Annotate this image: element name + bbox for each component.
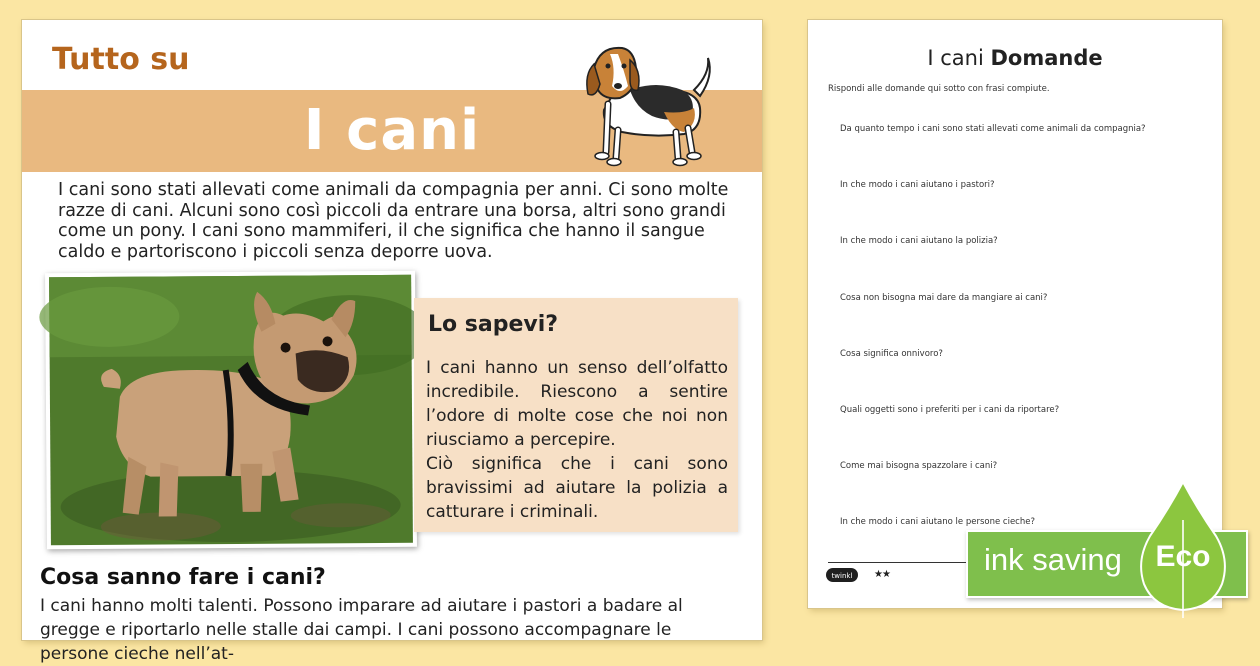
fact-paragraph-1: I cani hanno un senso dell’olfatto incredibile. Riescono a sentire l’odore di molte cose che noi non riusciamo a percepire.: [426, 358, 728, 450]
ink-saving-label: ink saving: [984, 542, 1122, 577]
sheet-title: I cani: [303, 98, 481, 163]
section-paragraph: I cani hanno molti talenti. Possono imparare ad aiutare i pastori a badare al gregge e riportarlo nelle stalle dai campi. I cani possono accompagnare le persone cieche nell’at-: [40, 596, 683, 664]
question-1: Da quanto tempo i cani sono stati allevati come animali da compagnia?: [840, 124, 1146, 134]
questions-title-plain: I cani: [927, 46, 984, 70]
question-5: Cosa significa onnivoro?: [840, 349, 943, 359]
question-6: Quali oggetti sono i preferiti per i cani da riportare?: [840, 405, 1060, 415]
question-2: In che modo i cani aiutano i pastori?: [840, 180, 995, 190]
questions-title-bold: Domande: [990, 46, 1103, 70]
question-4: Cosa non bisogna mai dare da mangiare ai cani?: [840, 293, 1048, 303]
questions-title: [808, 46, 1222, 70]
fact-box-text: [426, 356, 728, 524]
eco-label: Eco: [1155, 540, 1211, 573]
question-3: In che modo i cani aiutano la polizia?: [840, 236, 998, 246]
fact-paragraph-2: Ciò significa che i cani sono bravissimi ad aiutare la polizia a catturare i criminali.: [426, 454, 728, 522]
photo-frame: [45, 271, 417, 550]
fact-box: [414, 298, 738, 532]
question-8: In che modo i cani aiutano le persone cieche?: [840, 517, 1035, 527]
section-heading: Cosa sanno fare i cani?: [40, 565, 326, 590]
rating-stars: ★★: [874, 569, 890, 580]
sheet-kicker: Tutto su: [52, 42, 190, 77]
beagle-illustration: [572, 34, 722, 174]
fact-box-title: Lo sapevi?: [428, 312, 559, 337]
question-7: Come mai bisogna spazzolare i cani?: [840, 461, 998, 471]
twinkl-logo: [826, 568, 858, 582]
fact-sheet: [22, 20, 762, 664]
questions-instructions: Rispondi alle domande qui sotto con frasi compiute.: [828, 84, 1050, 94]
intro-paragraph: I cani sono stati allevati come animali da compagnia per anni. Ci sono molte razze di cani. Alcuni sono così piccoli da entrare una borsa, altri sono grandi come un pony. I cani sono mammiferi, il che significa che hanno il sangue caldo e partoriscono i piccoli senza deporre uova.: [58, 180, 729, 262]
svg-text:twinkl: twinkl: [831, 572, 853, 580]
french-bulldog-photo: [49, 275, 413, 546]
